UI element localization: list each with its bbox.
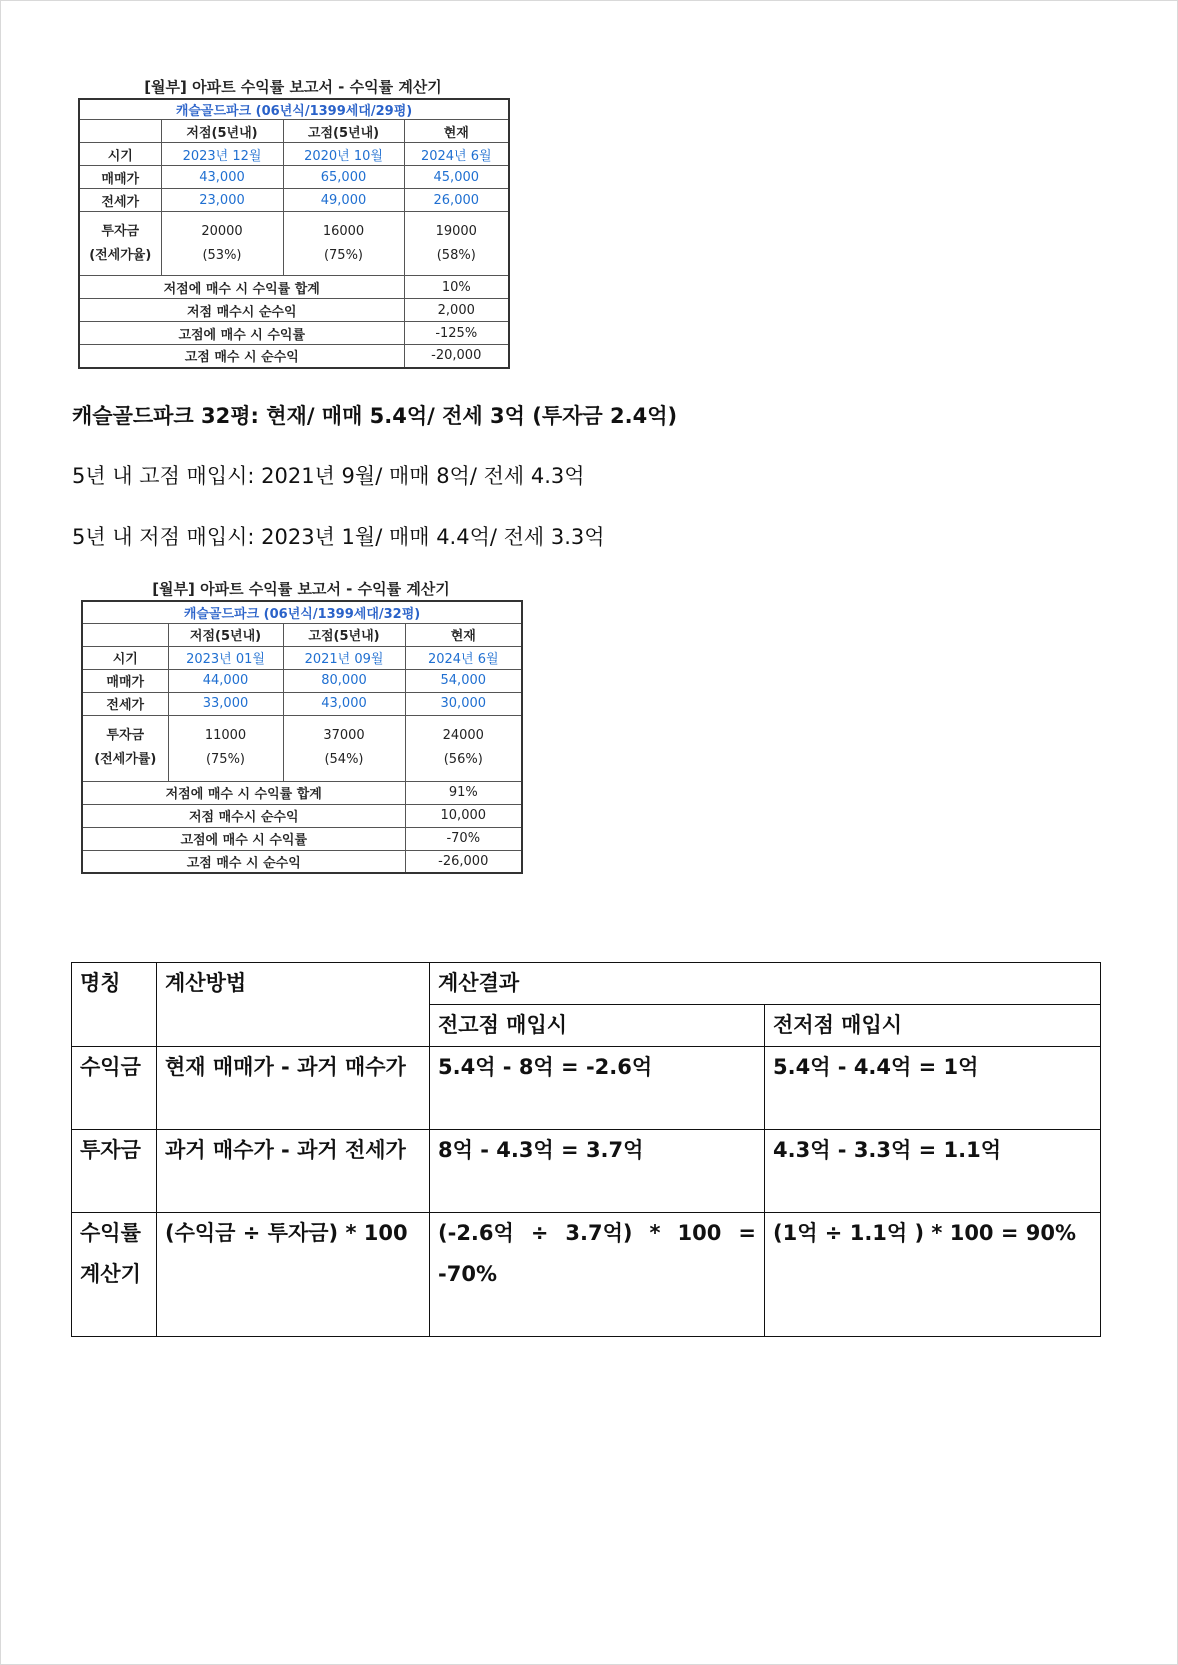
row-high-result: 5.4억 - 8억 = -2.6억 xyxy=(430,1047,765,1130)
report-table-32 xyxy=(81,578,521,874)
row-label-invest xyxy=(79,212,161,276)
apartment-name: 캐슬골드파크 (06년식/1399세대/29평) xyxy=(79,99,509,120)
invest-value: 24000 xyxy=(442,728,484,743)
col-now: 현재 xyxy=(404,120,509,143)
summary-value: 2,000 xyxy=(404,299,509,322)
row-high-result: 8억 - 4.3억 = 3.7억 xyxy=(430,1130,765,1213)
invest-value: 19000 xyxy=(435,223,477,239)
header-low-purchase: 전저점 매입시 xyxy=(765,1005,1101,1047)
invest-value: 20000 xyxy=(201,223,243,239)
jeonse-low: 23,000 xyxy=(161,189,283,212)
row-label-sale: 매매가 xyxy=(79,166,161,189)
sale-low: 43,000 xyxy=(161,166,283,189)
summary-label: 고점 매수 시 순수익 xyxy=(82,850,405,873)
period-high: 2021년 09월 xyxy=(283,646,405,669)
row-label-period: 시기 xyxy=(79,143,161,166)
invest-sub-label: (전세가율) xyxy=(89,247,152,263)
summary-label: 고점에 매수 시 수익률 xyxy=(82,827,405,850)
sale-now: 45,000 xyxy=(404,166,509,189)
invest-label: 투자금 xyxy=(106,728,145,743)
invest-sub-label: (전세가률) xyxy=(94,752,157,767)
row-low-result: 4.3억 - 3.3억 = 1.1억 xyxy=(765,1130,1101,1213)
invest-value: 16000 xyxy=(322,223,365,239)
row-method: (수익금 ÷ 투자금) * 100 xyxy=(157,1213,430,1337)
row-high-result: (-2.6억 ÷ 3.7억) * 100 = -70% xyxy=(430,1213,765,1337)
summary-value: -26,000 xyxy=(405,850,522,873)
report-title: [월부] 아파트 수익률 보고서 - 수익률 계산기 xyxy=(152,580,450,598)
report-table-29 xyxy=(78,76,508,369)
ratio-value: (56%) xyxy=(443,752,483,767)
summary-value: 10,000 xyxy=(405,804,522,827)
summary-label: 저점 매수시 순수익 xyxy=(79,299,404,322)
ratio-value: (54%) xyxy=(324,752,364,767)
calculation-table xyxy=(71,962,1101,1337)
summary-value: -20,000 xyxy=(404,345,509,368)
row-name: 수익률 계산기 xyxy=(72,1213,157,1337)
ratio-value: (58%) xyxy=(436,247,476,263)
row-low-result: (1억 ÷ 1.1억 ) * 100 = 90% xyxy=(765,1213,1101,1337)
header-name: 명칭 xyxy=(72,963,157,1047)
jeonse-high: 49,000 xyxy=(283,189,404,212)
invest-low xyxy=(168,715,283,781)
report-title: [월부] 아파트 수익률 보고서 - 수익률 계산기 xyxy=(144,78,442,96)
period-high: 2020년 10월 xyxy=(283,143,404,166)
jeonse-now: 30,000 xyxy=(405,692,522,715)
invest-value: 11000 xyxy=(204,728,247,743)
header-high-purchase: 전고점 매입시 xyxy=(430,1005,765,1047)
col-high: 고점(5년내) xyxy=(283,120,404,143)
corner-cell xyxy=(82,623,168,646)
jeonse-high: 43,000 xyxy=(283,692,405,715)
row-name: 수익금 xyxy=(72,1047,157,1130)
row-label-jeonse: 전세가 xyxy=(82,692,168,715)
period-low: 2023년 12월 xyxy=(161,143,283,166)
row-label-period: 시기 xyxy=(82,646,168,669)
summary-value: -125% xyxy=(404,322,509,345)
row-label-sale: 매매가 xyxy=(82,669,168,692)
sale-high: 80,000 xyxy=(283,669,405,692)
row-label-invest xyxy=(82,715,168,781)
sale-high: 65,000 xyxy=(283,166,404,189)
apartment-name: 캐슬골드파크 (06년식/1399세대/32평) xyxy=(82,601,522,623)
row-method: 현재 매매가 - 과거 매수가 xyxy=(157,1047,430,1130)
row-label-jeonse: 전세가 xyxy=(79,189,161,212)
invest-value: 37000 xyxy=(323,728,365,743)
invest-low xyxy=(161,212,283,276)
period-now: 2024년 6월 xyxy=(404,143,509,166)
header-result: 계산결과 xyxy=(430,963,1101,1005)
col-high: 고점(5년내) xyxy=(283,623,405,646)
invest-high xyxy=(283,212,404,276)
invest-high xyxy=(283,715,405,781)
sale-low: 44,000 xyxy=(168,669,283,692)
summary-label: 고점 매수 시 순수익 xyxy=(79,345,404,368)
col-low: 저점(5년내) xyxy=(168,623,283,646)
invest-now xyxy=(404,212,509,276)
period-now: 2024년 6월 xyxy=(405,646,522,669)
ratio-value: (53%) xyxy=(202,247,242,263)
ratio-value: (75%) xyxy=(205,752,246,767)
low-purchase-line: 5년 내 저점 매입시: 2023년 1월/ 매매 4.4억/ 전세 3.3억 xyxy=(72,525,605,549)
row-name: 투자금 xyxy=(72,1130,157,1213)
high-purchase-line: 5년 내 고점 매입시: 2021년 9월/ 매매 8억/ 전세 4.3억 xyxy=(72,464,585,488)
current-summary-line: 캐슬골드파크 32평: 현재/ 매매 5.4억/ 전세 3억 (투자금 2.4억) xyxy=(72,404,678,428)
col-now: 현재 xyxy=(405,623,522,646)
summary-value: 10% xyxy=(404,276,509,299)
jeonse-now: 26,000 xyxy=(404,189,509,212)
summary-label: 저점 매수시 순수익 xyxy=(82,804,405,827)
invest-label: 투자금 xyxy=(101,223,140,239)
summary-label: 저점에 매수 시 수익률 합계 xyxy=(82,781,405,804)
row-low-result: 5.4억 - 4.4억 = 1억 xyxy=(765,1047,1101,1130)
jeonse-low: 33,000 xyxy=(168,692,283,715)
summary-value: 91% xyxy=(405,781,522,804)
corner-cell xyxy=(79,120,161,143)
invest-now xyxy=(405,715,522,781)
col-low: 저점(5년내) xyxy=(161,120,283,143)
sale-now: 54,000 xyxy=(405,669,522,692)
summary-label: 고점에 매수 시 수익률 xyxy=(79,322,404,345)
ratio-value: (75%) xyxy=(323,247,364,263)
summary-label: 저점에 매수 시 수익률 합계 xyxy=(79,276,404,299)
summary-value: -70% xyxy=(405,827,522,850)
period-low: 2023년 01월 xyxy=(168,646,283,669)
row-method: 과거 매수가 - 과거 전세가 xyxy=(157,1130,430,1213)
header-method: 계산방법 xyxy=(157,963,430,1047)
